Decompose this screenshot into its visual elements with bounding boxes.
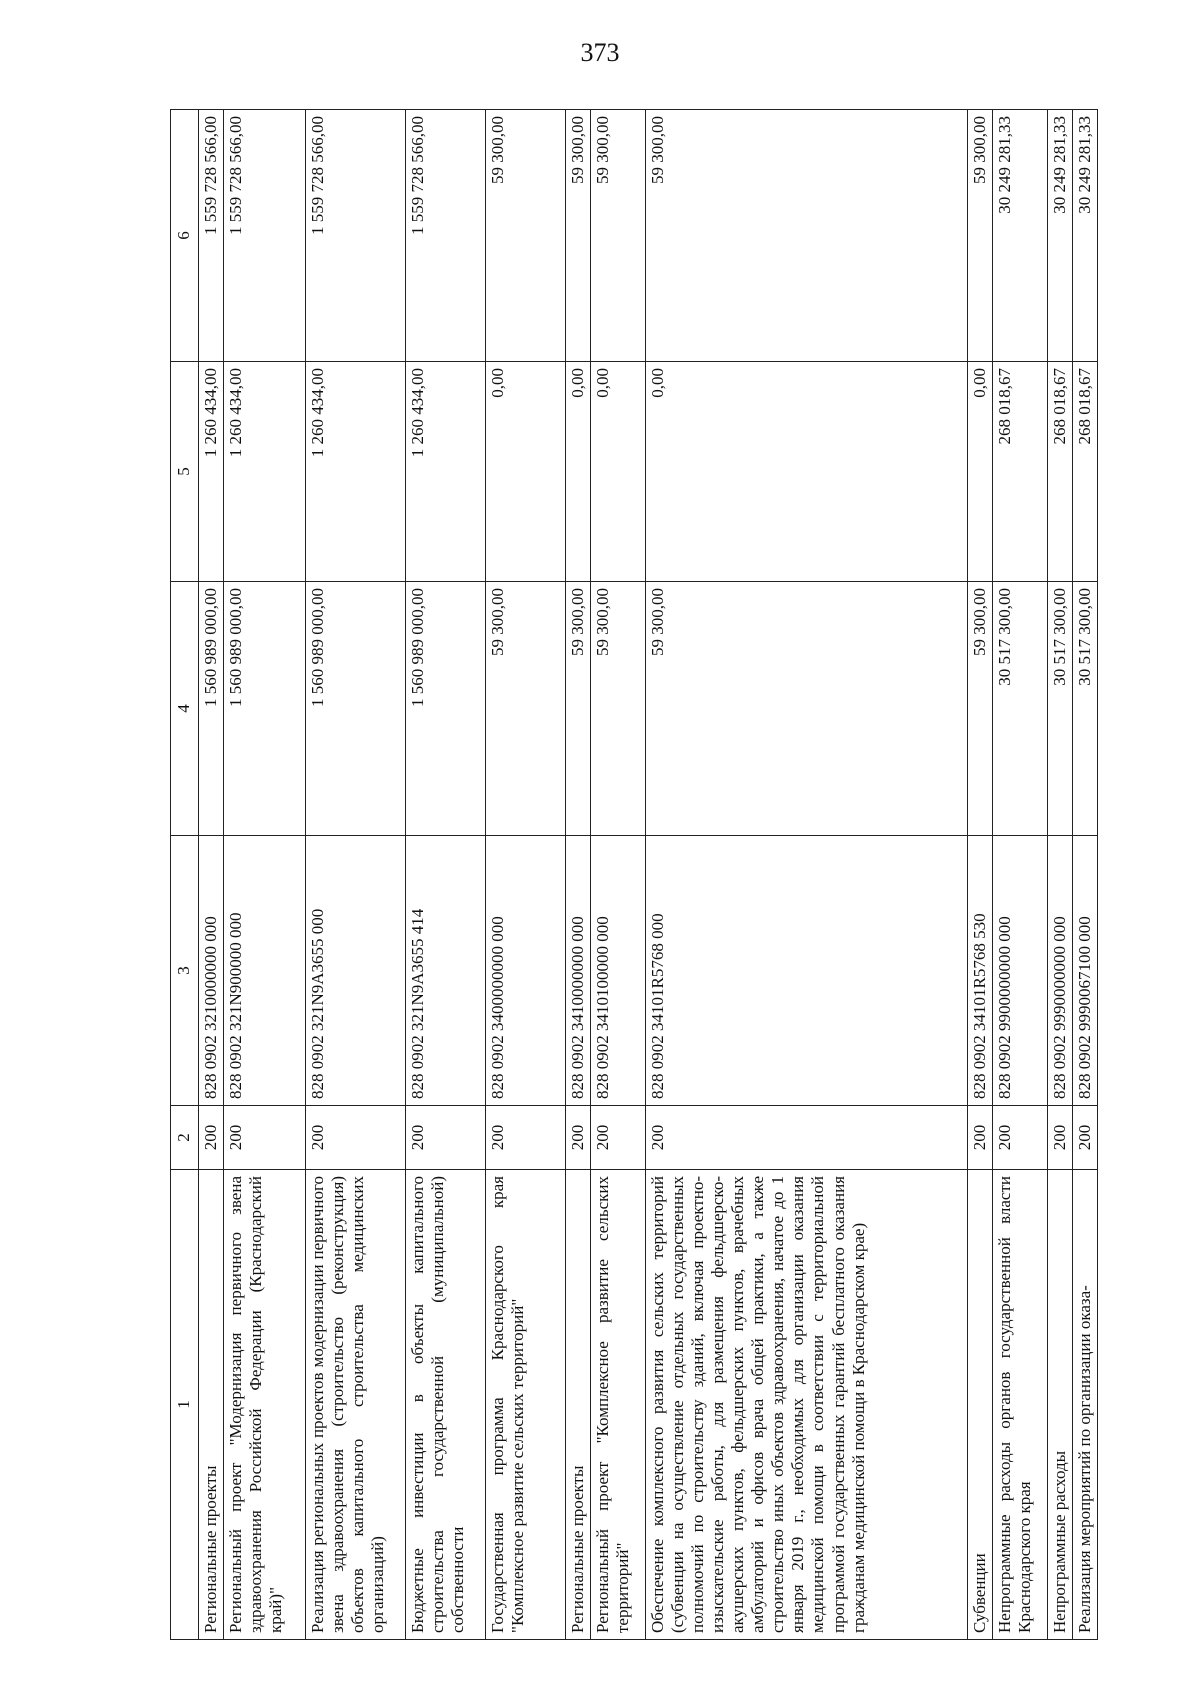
row-col4: 59 300,00 bbox=[646, 582, 968, 836]
row-code: 828 0902 3210000000 000 bbox=[199, 836, 224, 1106]
budget-table bbox=[170, 109, 1098, 1640]
row-code: 828 0902 9900000000 000 bbox=[993, 836, 1048, 1106]
table-row bbox=[306, 110, 406, 1640]
row-name: Непрограммные расходы bbox=[1048, 1170, 1073, 1640]
row-col4: 59 300,00 bbox=[566, 582, 591, 836]
row-col6: 1 559 728 566,00 bbox=[224, 110, 306, 362]
row-col6: 1 559 728 566,00 bbox=[406, 110, 486, 362]
row-code: 828 0902 9990067100 000 bbox=[1073, 836, 1098, 1106]
table-row bbox=[968, 110, 993, 1640]
row-col2: 200 bbox=[646, 1106, 968, 1170]
row-col6: 1 559 728 566,00 bbox=[199, 110, 224, 362]
table-row bbox=[486, 110, 566, 1640]
row-col2: 200 bbox=[406, 1106, 486, 1170]
row-col5: 1 260 434,00 bbox=[306, 362, 406, 582]
row-col6: 59 300,00 bbox=[646, 110, 968, 362]
row-col6: 30 249 281,33 bbox=[993, 110, 1048, 362]
row-col5: 268 018,67 bbox=[1048, 362, 1073, 582]
row-code: 828 0902 34101R5768 530 bbox=[968, 836, 993, 1106]
row-col2: 200 bbox=[199, 1106, 224, 1170]
row-col5: 0,00 bbox=[646, 362, 968, 582]
row-col6: 59 300,00 bbox=[968, 110, 993, 362]
row-code: 828 0902 34101R5768 000 bbox=[646, 836, 968, 1106]
row-col6: 30 249 281,33 bbox=[1048, 110, 1073, 362]
rotated-table-wrapper bbox=[170, 110, 1095, 1640]
header-cell: 1 bbox=[171, 1170, 199, 1640]
table-row bbox=[566, 110, 591, 1640]
row-col2: 200 bbox=[591, 1106, 646, 1170]
header-cell: 5 bbox=[171, 362, 199, 582]
row-col6: 59 300,00 bbox=[566, 110, 591, 362]
row-col4: 1 560 989 000,00 bbox=[224, 582, 306, 836]
table-row bbox=[646, 110, 968, 1640]
row-col5: 268 018,67 bbox=[1073, 362, 1098, 582]
row-col4: 59 300,00 bbox=[486, 582, 566, 836]
row-col2: 200 bbox=[486, 1106, 566, 1170]
row-col5: 268 018,67 bbox=[993, 362, 1048, 582]
row-col4: 1 560 989 000,00 bbox=[406, 582, 486, 836]
row-col6: 30 249 281,33 bbox=[1073, 110, 1098, 362]
row-name: Реализация мероприятий по организации оказа- bbox=[1073, 1170, 1098, 1640]
row-col4: 1 560 989 000,00 bbox=[306, 582, 406, 836]
header-cell: 6 bbox=[171, 110, 199, 362]
row-name: Бюджетные инвестиции в объекты капитального строительства государственной (муниципальной) собственности bbox=[406, 1170, 486, 1640]
row-name: Непрограммные расходы органов государственной власти Краснодарского края bbox=[993, 1170, 1048, 1640]
row-name: Субвенции bbox=[968, 1170, 993, 1640]
row-col4: 30 517 300,00 bbox=[993, 582, 1048, 836]
row-code: 828 0902 321N9A3655 000 bbox=[306, 836, 406, 1106]
row-name: Обеспечение комплексного развития сельских территорий (субвенции на осуществление отдельных государственных полномочий по строительству зданий, включая проектно-изыскательские работы, для размещения фельдшерско-акушерских пунктов, фельдшерских пунктов, врачебных амбулаторий и офисов врача общей практики, а также строительство иных объектов здравоохранения, начатое до 1 января 2019 г., необходимых для организации оказания медицинской помощи в соответствии с территориальной программой государственных гарантий бесплатного оказания гражданам медицинской помощи в Краснодарском крае) bbox=[646, 1170, 968, 1640]
row-name: Региональные проекты bbox=[566, 1170, 591, 1640]
table-row bbox=[993, 110, 1048, 1640]
row-col6: 59 300,00 bbox=[486, 110, 566, 362]
table-row bbox=[199, 110, 224, 1640]
row-col6: 59 300,00 bbox=[591, 110, 646, 362]
row-col5: 0,00 bbox=[968, 362, 993, 582]
row-col4: 30 517 300,00 bbox=[1073, 582, 1098, 836]
table-row bbox=[406, 110, 486, 1640]
row-col2: 200 bbox=[306, 1106, 406, 1170]
header-cell: 4 bbox=[171, 582, 199, 836]
row-code: 828 0902 3410000000 000 bbox=[566, 836, 591, 1106]
row-col2: 200 bbox=[224, 1106, 306, 1170]
row-name: Региональные проекты bbox=[199, 1170, 224, 1640]
row-code: 828 0902 321N900000 000 bbox=[224, 836, 306, 1106]
row-col5: 0,00 bbox=[566, 362, 591, 582]
header-cell: 3 bbox=[171, 836, 199, 1106]
row-col5: 0,00 bbox=[486, 362, 566, 582]
row-col6: 1 559 728 566,00 bbox=[306, 110, 406, 362]
row-name: Региональный проект "Комплексное развитие сельских территорий" bbox=[591, 1170, 646, 1640]
row-name: Региональный проект "Модернизация первичного звена здравоохранения Российской Федерации (Краснодарский край)" bbox=[224, 1170, 306, 1640]
table-row bbox=[1073, 110, 1098, 1640]
row-col4: 59 300,00 bbox=[968, 582, 993, 836]
row-col5: 1 260 434,00 bbox=[406, 362, 486, 582]
table-row bbox=[1048, 110, 1073, 1640]
table-row bbox=[591, 110, 646, 1640]
row-col4: 59 300,00 bbox=[591, 582, 646, 836]
row-col5: 1 260 434,00 bbox=[199, 362, 224, 582]
row-col2: 200 bbox=[1048, 1106, 1073, 1170]
row-name: Реализация региональных проектов модернизации первичного звена здравоохранения (строительство (реконструкция) объектов капитального строительства медицинских организаций) bbox=[306, 1170, 406, 1640]
row-col2: 200 bbox=[968, 1106, 993, 1170]
row-col5: 1 260 434,00 bbox=[224, 362, 306, 582]
row-code: 828 0902 321N9A3655 414 bbox=[406, 836, 486, 1106]
row-code: 828 0902 3400000000 000 bbox=[486, 836, 566, 1106]
row-code: 828 0902 3410100000 000 bbox=[591, 836, 646, 1106]
row-col4: 30 517 300,00 bbox=[1048, 582, 1073, 836]
row-col2: 200 bbox=[993, 1106, 1048, 1170]
row-col2: 200 bbox=[566, 1106, 591, 1170]
table-row bbox=[224, 110, 306, 1640]
row-col4: 1 560 989 000,00 bbox=[199, 582, 224, 836]
header-row bbox=[171, 110, 199, 1640]
row-col5: 0,00 bbox=[591, 362, 646, 582]
row-code: 828 0902 9990000000 000 bbox=[1048, 836, 1073, 1106]
page-number: 373 bbox=[580, 38, 620, 67]
row-col2: 200 bbox=[1073, 1106, 1098, 1170]
row-name: Государственная программа Краснодарского края "Комплексное развитие сельских территорий" bbox=[486, 1170, 566, 1640]
header-cell: 2 bbox=[171, 1106, 199, 1170]
